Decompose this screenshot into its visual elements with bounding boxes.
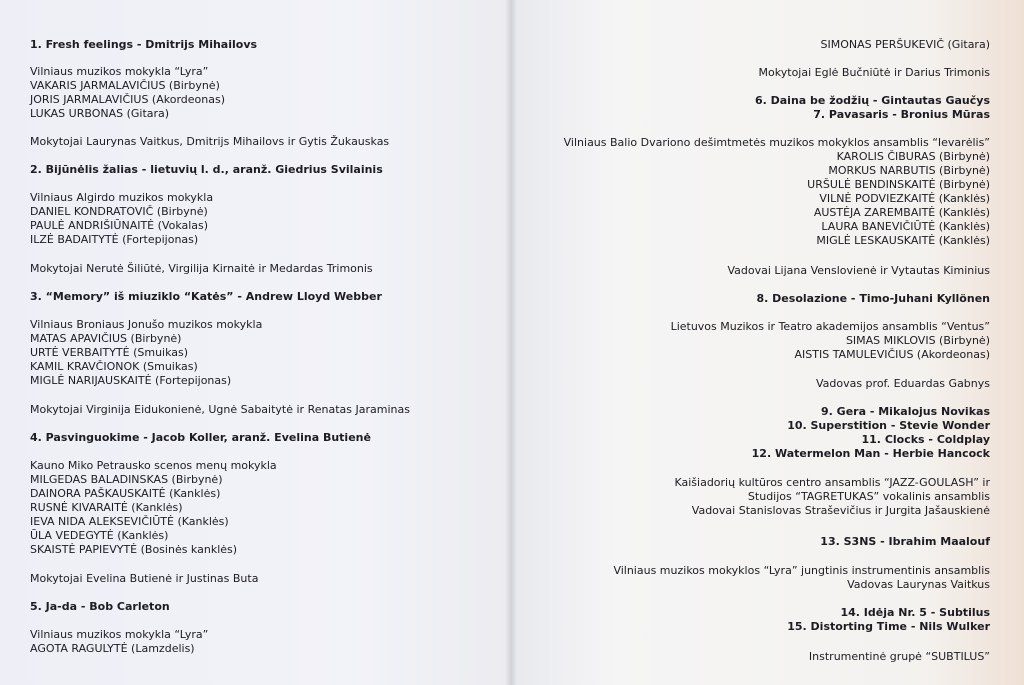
performer: LAURA BANEVIČIŪTĖ (Kanklės) (821, 220, 990, 233)
performer: RUSNĖ KIVARAITĖ (Kanklės) (30, 501, 183, 514)
performer: URŠULĖ BENDINSKAITĖ (Birbynė) (807, 178, 990, 191)
performer: SIMONAS PERŠUKEVIČ (Gitara) (820, 38, 990, 51)
piece-title: 4. Pasvinguokime - Jacob Koller, aranž. Evelina Butienė (30, 431, 371, 444)
school-name: Kauno Miko Petrausko scenos menų mokykla (30, 459, 277, 472)
piece-title: 10. Superstition - Stevie Wonder (787, 419, 990, 432)
performer: KAROLIS ČIBURAS (Birbynė) (836, 150, 990, 163)
ensemble-name: Vilniaus muzikos mokyklos “Lyra” jungtinis instrumentinis ansamblis (613, 564, 990, 577)
piece-title: 6. Daina be žodžių - Gintautas Gaučys (754, 94, 990, 107)
performer: SKAISTĖ PAPIEVYTĖ (Bosinės kanklės) (30, 543, 238, 556)
performer: IEVA NIDA ALEKSEVIČIŪTĖ (Kanklės) (30, 515, 229, 528)
performer: MIGLĖ NARIJAUSKAITĖ (Fortepijonas) (30, 374, 232, 387)
ensemble-name: Kaišiadorių kultūros centro ansamblis “JAZZ-GOULASH” ir (674, 476, 990, 489)
ensemble-name: Instrumentinė grupė “SUBTILUS” (808, 650, 990, 663)
ensemble-name: Studijos “TAGRETUKAS” vokalinis ansamblis (747, 490, 990, 503)
piece-title: 7. Pavasaris - Bronius Mūras (813, 108, 990, 121)
performer: PAULĖ ANDRIŠIŪNAITĖ (Vokalas) (30, 219, 209, 232)
page-gutter (505, 0, 517, 685)
piece-title: 8. Desolazione - Timo-Juhani Kyllönen (756, 292, 990, 305)
piece-title: 13. S3NS - Ibrahim Maalouf (820, 535, 990, 548)
performer: LUKAS URBONAS (Gitara) (30, 107, 170, 120)
school-name: Vilniaus Broniaus Jonušo muzikos mokykla (30, 318, 263, 331)
performer: ŪLA VEDEGYTĖ (Kanklės) (30, 529, 169, 542)
piece-title: 3. “Memory” iš miuziklo “Katės” - Andrew Lloyd Webber (30, 290, 382, 303)
piece-title: 5. Ja-da - Bob Carleton (30, 600, 170, 613)
performer: AGOTA RAGULYTĖ (Lamzdelis) (30, 642, 195, 655)
leaders-line: Vadovai Stanislovas Straševičius ir Jurgita Jašauskienė (691, 504, 990, 517)
ensemble-name: Vilniaus Balio Dvariono dešimtmetės muzikos mokyklos ansamblis “Ievarėlis” (563, 136, 990, 149)
piece-title: 1. Fresh feelings - Dmitrijs Mihailovs (30, 38, 258, 51)
piece-title: 11. Clocks - Coldplay (861, 433, 990, 446)
teachers-line: Mokytojai Laurynas Vaitkus, Dmitrijs Mihailovs ir Gytis Žukauskas (30, 135, 390, 148)
teachers-line: Mokytojai Eglė Bučniūtė ir Darius Trimonis (758, 66, 990, 79)
performer: JORIS JARMALAVIČIUS (Akordeonas) (30, 93, 225, 106)
leaders-line: Vadovai Lijana Venslovienė ir Vytautas Kiminius (727, 264, 990, 277)
school-name: Vilniaus muzikos mokykla “Lyra” (30, 65, 209, 78)
school-name: Vilniaus muzikos mokykla “Lyra” (30, 628, 209, 641)
leaders-line: Vadovas prof. Eduardas Gabnys (815, 377, 990, 390)
piece-title: 9. Gera - Mikalojus Novikas (821, 405, 990, 418)
left-page (0, 0, 511, 685)
piece-title: 2. Bijūnėlis žalias - lietuvių l. d., aranž. Giedrius Svilainis (30, 163, 383, 176)
performer: DANIEL KONDRATOVIČ (Birbynė) (30, 205, 208, 218)
performer: VAKARIS JARMALAVIČIUS (Birbynė) (30, 79, 220, 92)
teachers-line: Mokytojai Nerutė Šiliūtė, Virgilija Kirnaitė ir Medardas Trimonis (30, 262, 373, 275)
performer: VILNĖ PODVIEZKAITĖ (Kanklės) (819, 192, 990, 205)
performer: MIGLĖ LESKAUSKAITĖ (Kanklės) (816, 234, 990, 247)
teachers-line: Mokytojai Evelina Butienė ir Justinas Buta (30, 572, 259, 585)
piece-title: 15. Distorting Time - Nils Wulker (787, 620, 990, 633)
leaders-line: Vadovas Laurynas Vaitkus (847, 578, 990, 591)
performer: MATAS APAVIČIUS (Birbynė) (30, 332, 182, 345)
piece-title: 14. Idėja Nr. 5 - Subtilus (840, 606, 990, 619)
school-name: Vilniaus Algirdo muzikos mokykla (30, 191, 214, 204)
performer: DAINORA PAŠKAUSKAITĖ (Kanklės) (30, 487, 221, 500)
performer: AUSTĖJA ZAREMBAITĖ (Kanklės) (813, 206, 990, 219)
performer: MILGEDAS BALADINSKAS (Birbynė) (30, 473, 223, 486)
performer: MORKUS NARBUTIS (Birbynė) (828, 164, 990, 177)
performer: KAMIL KRAVČIONOK (Smuikas) (30, 360, 198, 373)
piece-title: 12. Watermelon Man - Herbie Hancock (751, 447, 990, 460)
performer: AISTIS TAMULEVIČIUS (Akordeonas) (794, 348, 990, 361)
performer: URTĖ VERBAITYTĖ (Smuikas) (30, 346, 189, 359)
performer: ILZĖ BADAITYTĖ (Fortepijonas) (30, 233, 199, 246)
performer: SIMAS MIKLOVIS (Birbynė) (845, 334, 990, 347)
teachers-line: Mokytojai Virginija Eidukonienė, Ugnė Sabaitytė ir Renatas Jaraminas (30, 403, 410, 416)
ensemble-name: Lietuvos Muzikos ir Teatro akademijos ansamblis “Ventus” (670, 320, 990, 333)
right-page (511, 0, 1024, 685)
